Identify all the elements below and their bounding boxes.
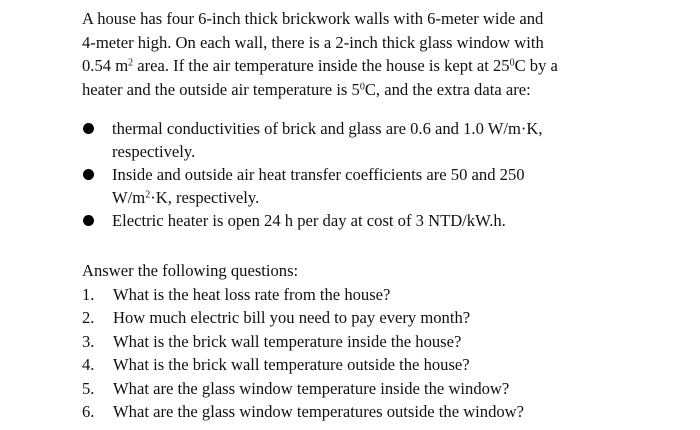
bullet-icon [83, 215, 94, 226]
degree-superscript: 0 [359, 81, 365, 92]
question-number: 4. [82, 355, 95, 374]
bullet-item-conductivity [80, 117, 640, 163]
question-item [82, 330, 642, 354]
bullet-icon [83, 169, 94, 180]
question-number: 5. [82, 378, 95, 398]
question-number: 1. [82, 284, 95, 304]
intro-line-3 [82, 54, 642, 78]
question-item [82, 283, 642, 307]
intro-line-2: 4-meter high. On each wall, there is a 2-inch thick glass window with [82, 32, 544, 52]
question-text: What is the brick wall temperature outside the house? [113, 355, 470, 374]
bullet-text: Electric heater is open 24 h per day at cost of 3 NTD/kW.h. [112, 211, 506, 230]
bullet-text-part: ·K, respectively. [150, 188, 260, 207]
question-text: What are the glass window temperature inside the window? [113, 378, 510, 398]
question-item [82, 377, 642, 401]
question-number: 6. [82, 402, 95, 421]
superscript: 2 [128, 57, 134, 69]
question-item [82, 306, 642, 330]
intro-line-4-text-b: C, and the extra data are: [364, 79, 531, 99]
intro-line-3-text: 0.54 m [82, 56, 129, 75]
bullet-text: thermal conductivities of brick and glass are 0.6 and 1.0 W/m·K, [112, 119, 543, 138]
bullet-icon [83, 123, 94, 134]
data-bullet-list [80, 117, 640, 232]
bullet-item-heat-transfer [80, 163, 640, 209]
intro-line-3-text-b: area. If the air temperature inside the house is kept at 25 [133, 56, 510, 75]
bullet-item-heater [80, 209, 640, 232]
degree-superscript: 0 [509, 57, 515, 69]
questions-section [82, 259, 642, 424]
intro-line-4-text: heater and the outside air temperature is 5 [82, 79, 360, 99]
question-list [82, 283, 642, 424]
intro-line-3-text-c: C by a [514, 56, 558, 75]
question-text: What is the brick wall temperature inside the house? [113, 331, 462, 351]
question-number: 3. [82, 331, 95, 351]
superscript: 2 [145, 189, 151, 201]
questions-heading: Answer the following questions: [82, 261, 299, 280]
bullet-text: respectively. [112, 142, 196, 161]
question-text: How much electric bill you need to pay every month? [113, 308, 471, 327]
bullet-text [112, 186, 640, 209]
bullet-text: Inside and outside air heat transfer coefficients are 50 and 250 [112, 165, 525, 184]
question-item [82, 400, 642, 424]
bullet-text-part: W/m [112, 188, 146, 207]
question-text: What is the heat loss rate from the house? [113, 284, 391, 304]
question-number: 2. [82, 308, 95, 327]
question-text: What are the glass window temperatures outside the window? [113, 402, 525, 421]
intro-line-4 [82, 78, 642, 102]
problem-statement [82, 7, 642, 101]
question-item [82, 353, 642, 377]
intro-line-1: A house has four 6-inch thick brickwork walls with 6-meter wide and [82, 9, 544, 28]
